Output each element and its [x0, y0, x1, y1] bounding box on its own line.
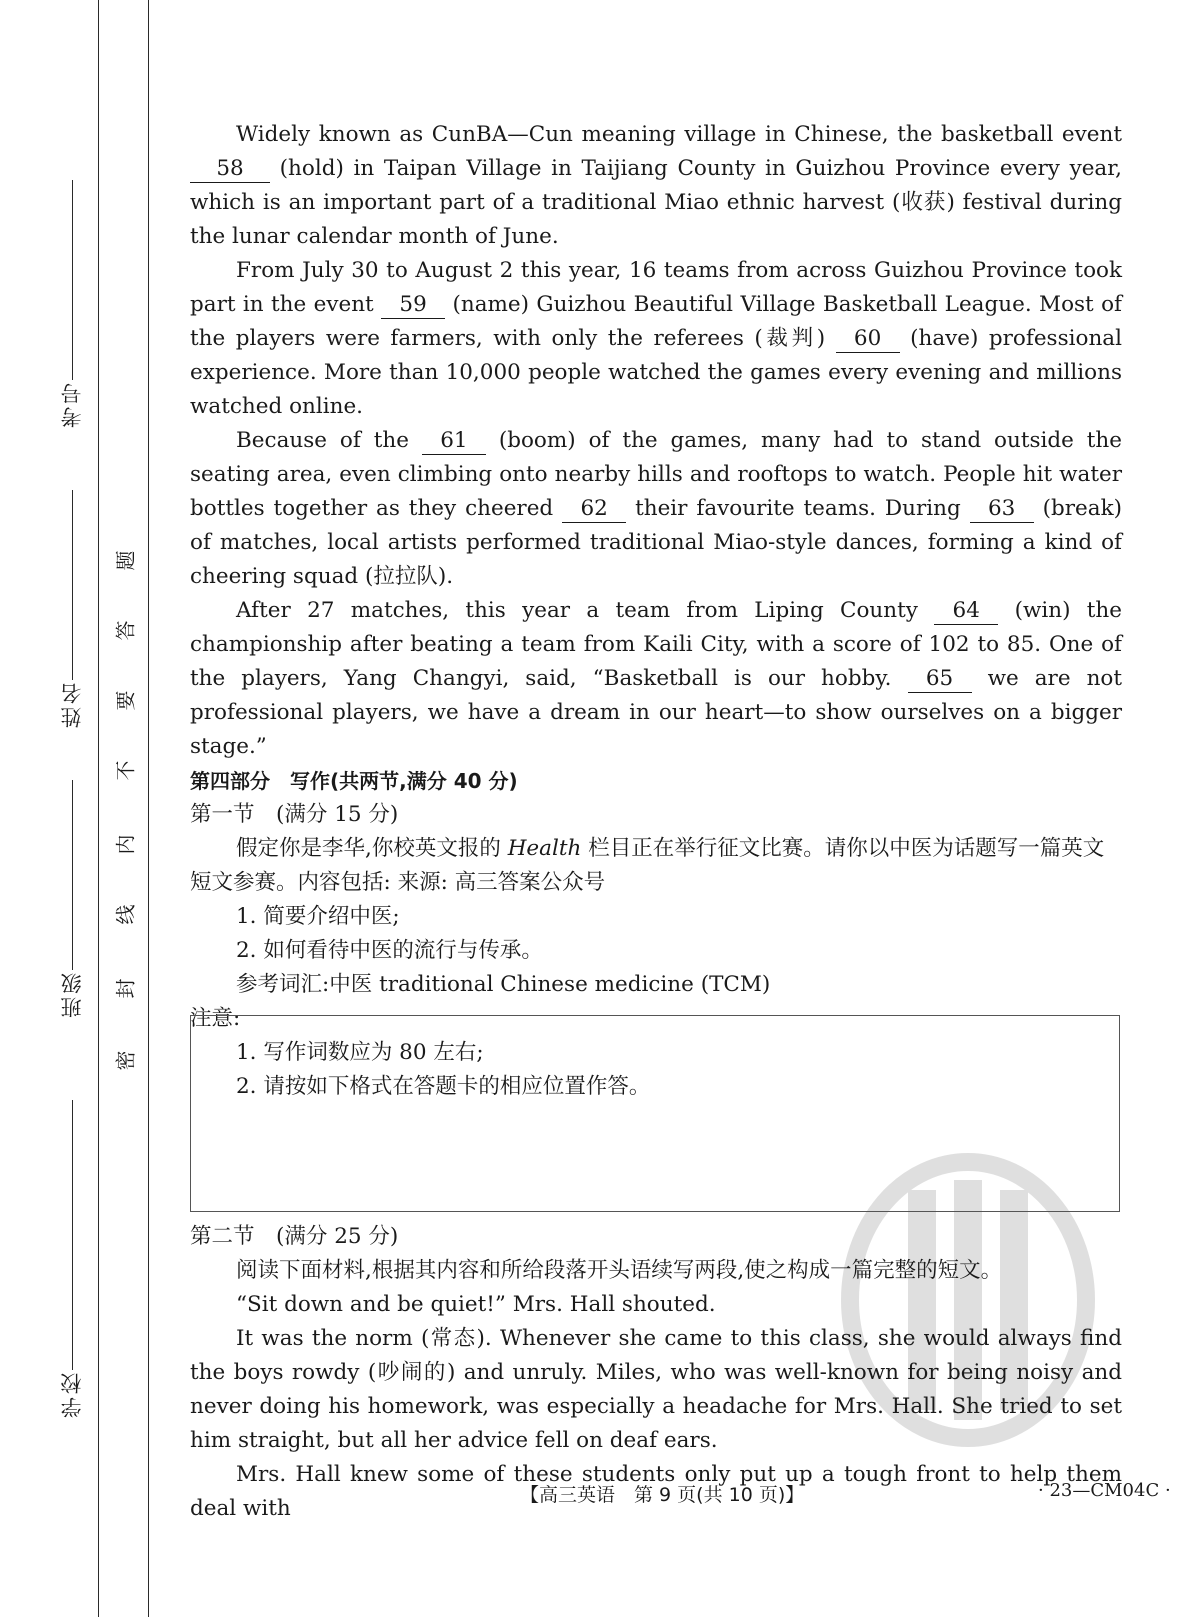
text: 假定你是李华,你校英文报的 — [236, 836, 501, 861]
field-label: 姓名 — [60, 680, 84, 728]
seal-char: 不 — [113, 760, 138, 781]
note-label: 注意: — [190, 1006, 241, 1031]
field-school — [52, 1100, 92, 1418]
text: (boom) of the games, many had to stand outside the seating area, even climbing onto nearby hills and rooftops to watch. People hit water bottles together as they cheered — [190, 428, 1122, 521]
text-italic: Health — [507, 836, 582, 861]
section-1-prompt — [190, 832, 1122, 900]
text: Widely known as CunBA—Cun meaning village in Chinese, the basketball event — [236, 122, 1122, 147]
paragraph-1 — [190, 118, 1122, 254]
field-underline — [72, 180, 73, 380]
text: (break) of matches, local artists performed traditional Miao-style dances, forming a kind of cheering squad (拉拉队). — [190, 496, 1123, 589]
text: (name) Guizhou Beautiful Village Basketball League. Most of the players were farmers, with only the referees (裁判) — [190, 292, 1122, 351]
section-2-title: 第二节 (满分 25 分) — [190, 1224, 399, 1249]
binding-line-inner — [148, 0, 149, 1617]
blank-62[interactable]: 62 — [562, 496, 626, 523]
vocab-reference: 参考词汇:中医 traditional Chinese medicine (TCM) — [236, 972, 771, 997]
seal-char: 密 — [113, 1050, 138, 1071]
requirement-item-1: 1. 简要介绍中医; — [236, 904, 400, 929]
text: From July 30 to August 2 this year, 16 teams from across Guizhou Province took part in the event — [190, 258, 1122, 317]
field-exam-number — [52, 180, 92, 428]
paragraph-2 — [190, 254, 1122, 424]
note-item-1: 1. 写作词数应为 80 左右; — [236, 1040, 484, 1065]
field-underline — [72, 490, 73, 680]
blank-63[interactable]: 63 — [970, 496, 1034, 523]
field-label: 学校 — [60, 1370, 84, 1418]
blank-59[interactable]: 59 — [381, 292, 445, 319]
field-underline — [72, 780, 73, 970]
seal-char: 题 — [113, 550, 138, 571]
paragraph-4 — [190, 594, 1122, 764]
text: (have) professional experience. More than 10,000 people watched the games every evening and millions watched online. — [190, 326, 1122, 419]
blank-65[interactable]: 65 — [908, 666, 972, 693]
section-heading-writing: 第四部分 写作(共两节,满分 40 分) — [190, 769, 518, 793]
text: 栏目正在举行征文比赛。请你以中医为话题写一篇英文短文参赛。内容包括: 来源: 高三答案公众号 — [190, 836, 1105, 895]
blank-61[interactable]: 61 — [422, 428, 486, 455]
field-name — [52, 490, 92, 728]
paragraph-3 — [190, 424, 1122, 594]
seal-char: 内 — [113, 834, 138, 855]
section-1-title: 第一节 (满分 15 分) — [190, 802, 399, 827]
text: (win) the championship after beating a team from Kaili City, with a score of 102 to 85. One of the players, Yang Changyi, said, “Basketball is our hobby. — [190, 598, 1122, 691]
blank-60[interactable]: 60 — [836, 326, 900, 353]
requirement-item-2: 2. 如何看待中医的流行与传承。 — [236, 938, 543, 963]
note-item-2: 2. 请按如下格式在答题卡的相应位置作答。 — [236, 1074, 651, 1099]
story-paragraph-2: It was the norm (常态). Whenever she came to this class, she would always find the boys rowdy (吵闹的) and unruly. Miles, who was well-known for being noisy and never doing his homework, was especially a headache for Mrs. Hall. She tried to set him straight, but all her advice fell on deaf ears. — [190, 1326, 1122, 1453]
story-paragraph-1: “Sit down and be quiet!” Mrs. Hall shouted. — [236, 1292, 716, 1317]
seal-char: 线 — [113, 904, 138, 925]
reading-passage — [190, 118, 1122, 1104]
text: we are not professional players, we have a dream in our heart—to show ourselves on a bigger stage.” — [190, 666, 1122, 759]
binding-line-outer — [98, 0, 99, 1617]
seal-char: 答 — [113, 620, 138, 641]
story-paragraph-3: Mrs. Hall knew some of these students only put up a tough front to help them deal with — [190, 1462, 1122, 1521]
field-class — [52, 780, 92, 1018]
paper-code: · 23—CM04C · — [1038, 1480, 1171, 1501]
section-2-instruction: 阅读下面材料,根据其内容和所给段落开头语续写两段,使之构成一篇完整的短文。 — [236, 1258, 1003, 1283]
blank-58[interactable]: 58 — [190, 156, 270, 183]
blank-64[interactable]: 64 — [934, 598, 998, 625]
seal-char: 封 — [113, 978, 138, 999]
page-number: 【高三英语 第 9 页(共 10 页)】 — [520, 1484, 805, 1506]
text: their favourite teams. During — [635, 496, 961, 521]
seal-char: 要 — [113, 690, 138, 711]
field-underline — [72, 1100, 73, 1370]
field-label: 班级 — [60, 970, 84, 1018]
text: Because of the — [236, 428, 409, 453]
field-label: 考号 — [60, 380, 84, 428]
text: (hold) in Taipan Village in Taijiang County in Guizhou Province every year, which is an important part of a traditional Miao ethnic harvest (收获) festival during the lunar calendar month of June. — [190, 156, 1123, 249]
text: After 27 matches, this year a team from Liping County — [236, 598, 918, 623]
